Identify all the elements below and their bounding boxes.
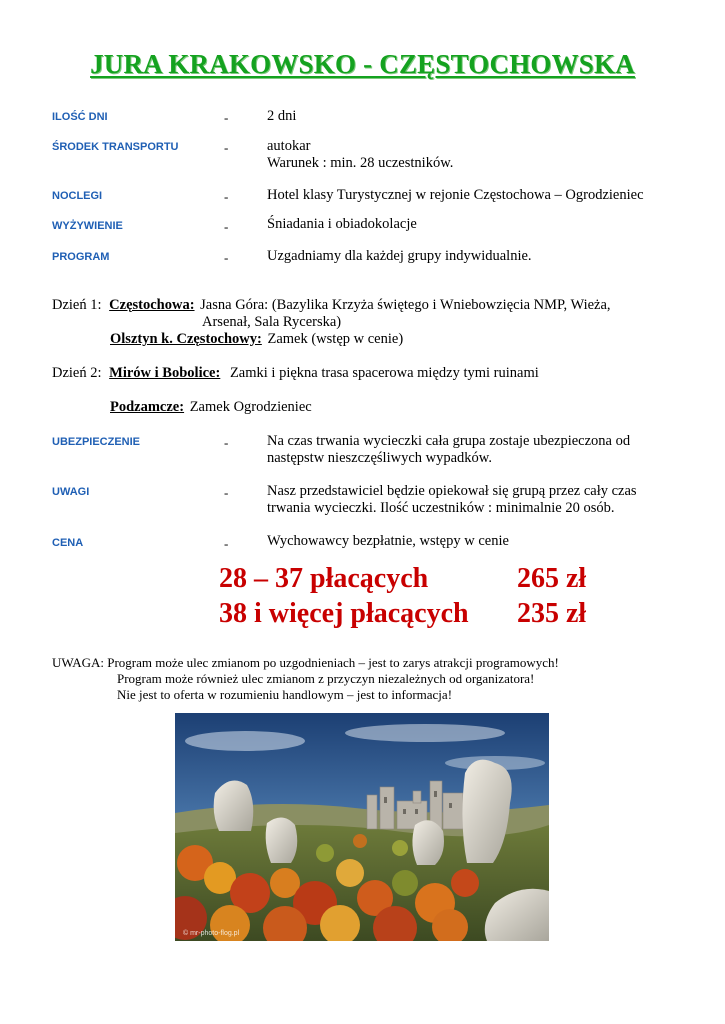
program-value: Uzgadniamy dla każdej grupy indywidualnie. [267,248,532,264]
days-dash: - [224,110,229,125]
page-title: JURA KRAKOWSKO - CZĘSTOCHOWSKA [90,49,635,79]
price-value: Wychowawcy bezpłatnie, wstępy w cenie [267,533,509,549]
transport-condition: Warunek : min. 28 uczestników. [267,155,454,171]
castle-photo [175,713,549,941]
notice-line1: UWAGA: Program może ulec zmianom po uzgodnieniach – jest to zarys atrakcji programowych! [52,655,559,670]
meals-dash: - [224,219,229,234]
insurance-label: UBEZPIECZENIE [52,436,141,448]
price-label: CENA [52,537,84,549]
notice-line3: Nie jest to oferta w rozumieniu handlowym – jest to informacja! [117,687,453,702]
transport-value: autokar [267,138,311,154]
remarks-value2: trwania wycieczki. Ilość uczestników : minimalnie 20 osób. [267,500,615,516]
program-label: PROGRAM [52,251,110,263]
day1-desc2: Zamek (wstęp w cenie) [267,331,404,347]
remarks-dash: - [224,485,229,500]
day2-place1: Mirów i Bobolice: [109,365,221,381]
price-group-1: 28 – 37 płacących [219,563,429,594]
insurance-value2: następstw nieszczęśliwych wypadków. [267,450,492,466]
transport-label: ŚRODEK TRANSPORTU [52,141,179,153]
price-amount-2: 235 zł [517,598,587,629]
days-value: 2 dni [267,108,297,124]
day2-desc1: Zamki i piękna trasa spacerowa między tymi ruinami [229,365,539,381]
accommodation-label: NOCLEGI [52,190,103,202]
program-dash: - [224,250,229,265]
days-label: ILOŚĆ DNI [52,111,108,123]
day1-desc1b: Arsenał, Sala Rycerska) [202,314,342,330]
remarks-value: Nasz przedstawiciel będzie opiekował się grupą przez cały czas [267,483,637,499]
castle-landscape-image [175,713,549,941]
day2-line2 [110,399,312,416]
price-group-2: 38 i więcej płacących [219,598,469,629]
insurance-value: Na czas trwania wycieczki cała grupa zostaje ubezpieczona od [267,433,631,449]
day1-prefix: Dzień 1: [52,297,102,313]
day1-place2: Olsztyn k. Częstochowy: [110,331,262,347]
photo-watermark: © mr-photo-flog.pl [183,930,240,937]
day2-place2: Podzamcze: [110,399,185,415]
meals-label: WYŻYWIENIE [52,220,123,232]
accommodation-value: Hotel klasy Turystycznej w rejonie Częstochowa – Ogrodzieniec [267,187,644,203]
accommodation-dash: - [224,189,229,204]
meals-value: Śniadania i obiadokolacje [267,216,417,232]
price-dash: - [224,536,229,551]
day1-desc1: Jasna Góra: (Bazylika Krzyża świętego i Wniebowzięcia NMP, Wieża, [200,297,611,313]
day1-line2 [110,331,403,348]
day1-line [52,297,611,314]
insurance-dash: - [224,435,229,450]
notice-line2: Program może również ulec zmianom z przyczyn niezależnych od organizatora! [117,671,535,686]
transport-dash: - [224,140,229,155]
remarks-label: UWAGI [52,486,90,498]
day1-place1: Częstochowa: [109,297,195,313]
price-amount-1: 265 zł [517,563,587,594]
day2-prefix: Dzień 2: [52,365,102,381]
day2-desc2: Zamek Ogrodzieniec [189,399,312,415]
day2-line [52,365,539,382]
